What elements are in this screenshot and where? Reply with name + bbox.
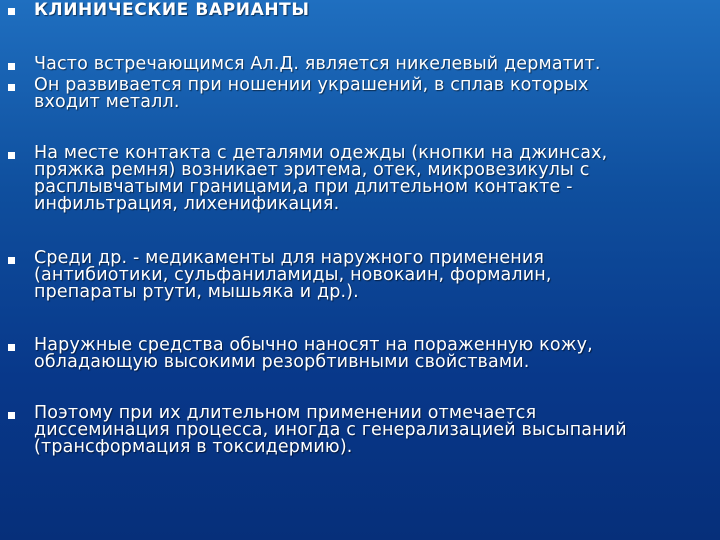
paragraph-text: На месте контакта с деталями одежды (кнопки на джинсах, пряжка ремня) возникает эритема, отек, микровезикулы с расплывчатыми границами,а при длительном контакте - инфильтрация, лихенификация. (34, 143, 608, 214)
paragraph-text: Часто встречающимся Ал.Д. является никелевый дерматит. (34, 54, 601, 74)
square-bullet-icon (8, 152, 15, 159)
square-bullet-icon (8, 8, 15, 15)
paragraph-text: Среди др. - медикаменты для наружного применения (антибиотики, сульфаниламиды, новокаин, формалин, препараты ртути, мышьяка и др.). (34, 248, 552, 302)
square-bullet-icon (8, 84, 15, 91)
square-bullet-icon (8, 412, 15, 419)
square-bullet-icon (8, 344, 15, 351)
paragraph-text: Он развивается при ношении украшений, в сплав которых входит металл. (34, 75, 589, 112)
paragraph-text: Наружные средства обычно наносят на пораженную кожу, обладающую высокими резорбтивными свойствами. (34, 335, 593, 372)
paragraph-text: Поэтому при их длительном применении отмечается диссеминация процесса, иногда с генерализацией высыпаний (трансформация в токсидермию). (34, 403, 627, 457)
slide-title: КЛИНИЧЕСКИЕ ВАРИАНТЫ (34, 0, 310, 20)
square-bullet-icon (8, 63, 15, 70)
square-bullet-icon (8, 257, 15, 264)
